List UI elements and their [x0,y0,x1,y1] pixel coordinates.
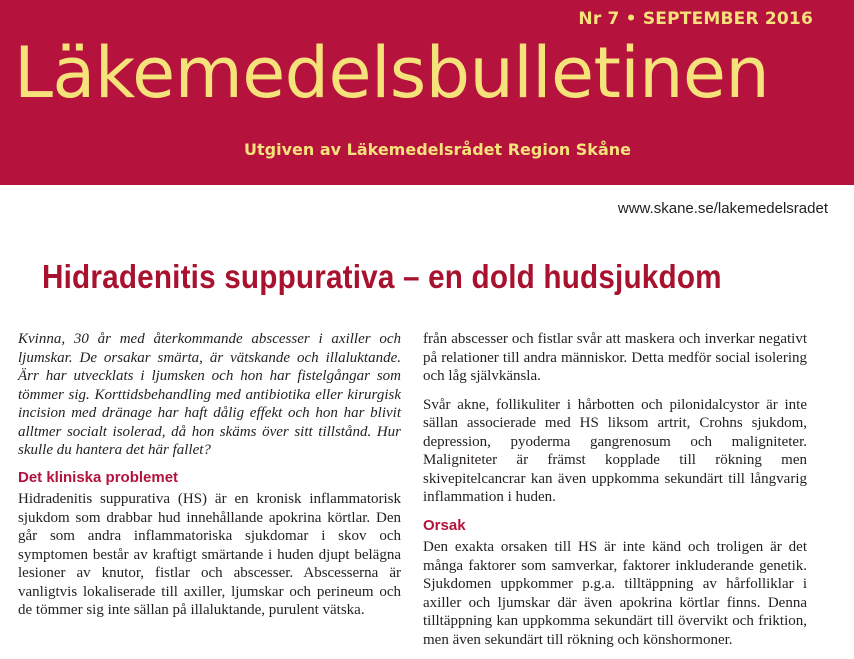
paragraph: från abscesser och fistlar svår att maskera och inverkar negativt på relationer till andra människor. Detta medför social isolering och låg självkänsla. [423,331,807,384]
publication-subtitle: Utgiven av Läkemedelsrådet Region Skåne [244,140,631,159]
article-column-right [423,330,807,659]
paragraph: Den exakta orsaken till HS är inte känd och troligen är det många faktorer som samverkar, faktorer inkluderande genetik. Sjukdomen uppkommer p.g.a. tilltäppning av hårfolliklar i axiller och ljumskar där även apokrina körtlar finns. Denna tilltäppning kan uppkomma sekundärt till övervikt och friktion, men även sekundärt till rökning och könshormoner. [423,539,807,648]
paragraph: Svår akne, follikuliter i hårbotten och pilonidalcystor är inte sällan associerade med HS liksom artrit, Crohns sjukdom, depression, pyoderma gangrenosum och maligniteter. Maligniteter är främst kopplade till rökning men skivepitelcancrar kan även uppkomma sekundärt till långvarig inflammation i huden. [423,396,807,505]
website-link[interactable]: www.skane.se/lakemedelsradet [617,200,828,217]
article-column-left [18,330,401,630]
case-intro: Kvinna, 30 år med återkommande abscesser i axiller och ljumskar. De orsakar smärta, är vätskande och illaluktande. Ärr har utvecklats i ljumsken och hon har fistelgångar som tömmer sig. Korttidsbehandling med antibiotika eller kirurgisk incision med dränage har haft dålig effekt och hon har blivit alltmer socialt isolerad, då hon skäms över sitt tillstånd. Hur skulle du hantera det här fallet? [18,331,401,458]
paragraph: Hidradenitis suppurativa (HS) är en kronisk inflammatorisk sjukdom som drabbar hud innehållande apokrina körtlar. Den går som andra inflammatoriska sjukdomar i skov och symptomen består av kraftigt smärtande i huden djupt belägna lesioner av knutor, fistlar och abscesser. Abscesserna är vanligtvis lokaliserade till axiller, ljumskar och perineum och de tömmer sig inte sällan på illaluktande, purulent vätska. [18,491,401,618]
issue-label: Nr 7 • SEPTEMBER 2016 [578,9,813,29]
masthead [0,0,854,185]
publication-title: Läkemedelsbulletinen [14,32,770,114]
section-heading-cause: Orsak [423,516,466,534]
section-heading-clinical-problem: Det kliniska problemet [18,468,179,486]
article-headline: Hidradenitis suppurativa – en dold hudsjukdom [42,258,722,295]
